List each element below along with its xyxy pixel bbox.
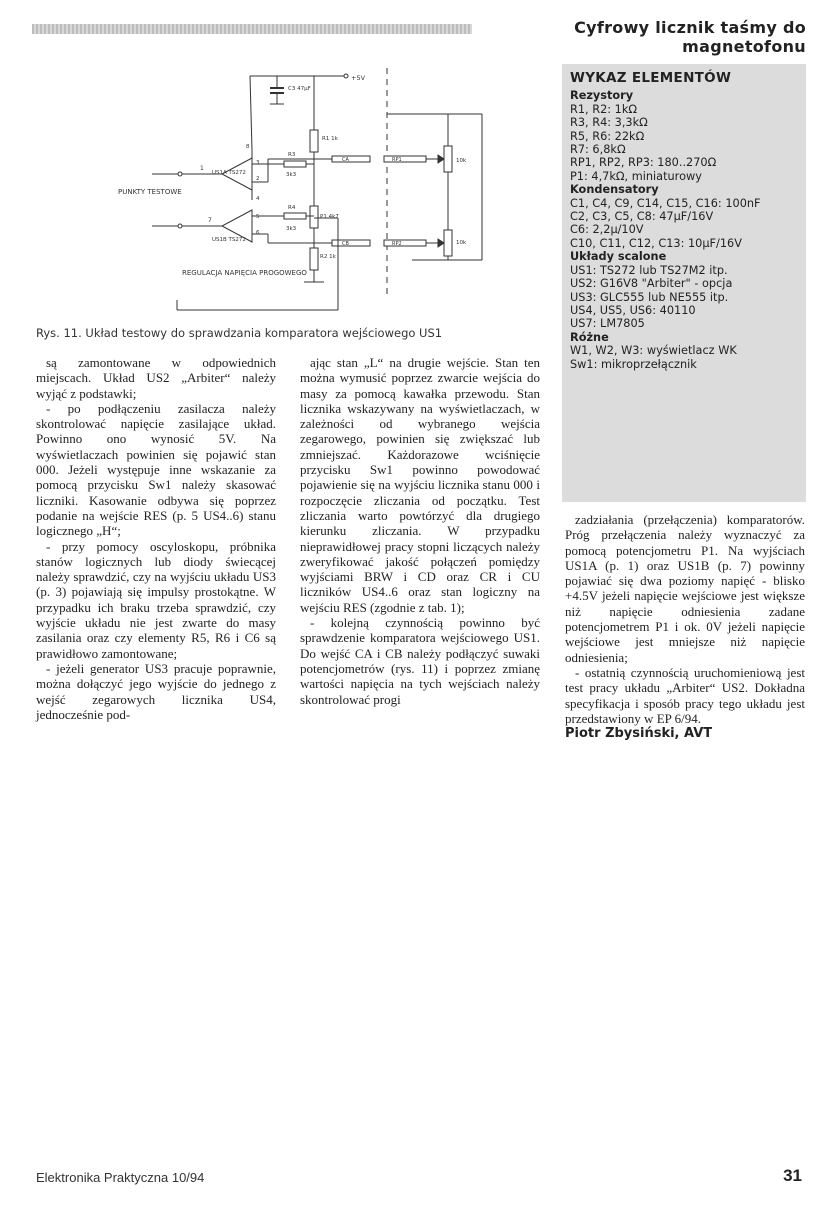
parts-list-box xyxy=(562,64,806,502)
svg-text:R4: R4 xyxy=(288,205,296,211)
svg-text:6: 6 xyxy=(256,230,260,236)
text-column-3 xyxy=(565,512,805,741)
svg-text:RP1: RP1 xyxy=(392,157,402,163)
part-item: C1, C4, C9, C14, C15, C16: 100nF xyxy=(570,196,761,210)
r2-label: R2 1k xyxy=(320,254,336,260)
page-number: 31 xyxy=(783,1166,802,1185)
part-item: Sw1: mikroprzełącznik xyxy=(570,357,697,371)
part-item: R7: 6,8kΩ xyxy=(570,143,626,157)
svg-text:1: 1 xyxy=(200,165,204,172)
section-heading: Różne xyxy=(570,330,609,344)
svg-text:10k: 10k xyxy=(456,158,467,164)
part-item: R1, R2: 1kΩ xyxy=(570,102,638,116)
svg-text:4: 4 xyxy=(256,196,260,202)
svg-text:10k: 10k xyxy=(456,240,467,246)
svg-text:3: 3 xyxy=(256,160,260,166)
paragraph: ając stan „L“ na drugie wejście. Stan ten można wymusić poprzez zwarcie wejścia do masy za pomocą kawałka przewodu. Stan licznika wskazywany na wyświetlaczach, w zależności od wybranego wejścia zegarowego, powinien się zwiększać lub zmniejszać. Każdorazowe wciśnięcie przycisku Sw1 powinno powodować pojawienie się na wyjściu licznika stanu 000 i rozpoczęcie zliczania od początku. Test zliczania warto powtórzyć dla drugiego kierunku zliczania. W przypadku nieprawidłowej pracy stopni liczących należy zweryfikować jakość połączeń pomiędzy wyjściami BRW i CD oraz CR i CU liczników US4..6 oraz stan logiczny na wejściu RES (zgodnie z tab. 1); xyxy=(300,355,540,615)
svg-text:CB: CB xyxy=(342,241,349,247)
svg-text:5: 5 xyxy=(256,214,260,220)
part-item: US1: TS272 lub TS27M2 itp. xyxy=(570,263,728,277)
part-item: US2: G16V8 "Arbiter" - opcja xyxy=(570,277,733,291)
parts-list-title: WYKAZ ELEMENTÓW xyxy=(570,70,732,86)
figure-caption: Rys. 11. Układ testowy do sprawdzania komparatora wejściowego US1 xyxy=(36,326,443,340)
part-item: RP1, RP2, RP3: 180..270Ω xyxy=(570,156,717,170)
vcc-label: +5V xyxy=(351,74,366,82)
svg-text:CA: CA xyxy=(342,157,349,163)
part-item: C6: 2,2µ/10V xyxy=(570,223,644,237)
part-item: C10, C11, C12, C13: 10µF/16V xyxy=(570,236,742,250)
us1b-label: US1B TS272 xyxy=(212,237,246,243)
svg-text:7: 7 xyxy=(208,217,212,224)
svg-text:8: 8 xyxy=(246,144,250,150)
svg-text:2: 2 xyxy=(256,176,260,182)
part-item: US7: LM7805 xyxy=(570,317,645,331)
circuit-diagram xyxy=(32,60,552,335)
r1-label: R1 1k xyxy=(322,136,338,142)
paragraph: - przy pomocy oscyloskopu, próbnika stanów logicznych lub diody świecącej należy sprawdzić, czy na wyjściu układu US3 (p. 3) pojawiają się impulsy prostokątne. W przypadku ich braku trzeba sprawdzić, czy wyjście układu nie jest zwarte do masy zasilania oraz czy elementy R5, R6 i C6 są prawidłowo zamontowane; xyxy=(36,538,276,661)
part-item: US3: GLC555 lub NE555 itp. xyxy=(570,290,729,304)
c3-label: C3 47µF xyxy=(288,86,311,92)
text-column-1 xyxy=(36,355,276,722)
page-header-title: Cyfrowy licznik taśmy do magnetofonu xyxy=(574,18,806,56)
author-signature: Piotr Zbysiński, AVT xyxy=(565,726,713,742)
part-item: R5, R6: 22kΩ xyxy=(570,129,645,143)
part-item: R3, R4: 3,3kΩ xyxy=(570,116,648,130)
svg-text:RP2: RP2 xyxy=(392,241,402,247)
part-item: US4, US5, US6: 40110 xyxy=(570,303,696,317)
us1a-label: US1A TS272 xyxy=(212,170,246,176)
svg-text:R3: R3 xyxy=(288,152,296,158)
threshold-label: REGULACJA NAPIĘCIA PROGOWEGO xyxy=(182,269,307,277)
p1-label: P1 4k7 xyxy=(320,214,339,220)
test-points-label: PUNKTY TESTOWE xyxy=(118,188,182,196)
paragraph: - kolejną czynnością powinno być sprawdzenie komparatora wejściowego US1. Do wejść CA i CB należy podłączyć suwaki potencjometrów (rys. 11) i poprzez zmianę wartości napięcia na tych wejściach należy skontrolować progi xyxy=(300,615,540,707)
journal-footer: Elektronika Praktyczna 10/94 xyxy=(36,1170,205,1185)
paragraph: są zamontowane w odpowiednich miejscach. Układ US2 „Arbiter“ należy wyjąć z podstawki; xyxy=(36,355,276,401)
text-column-2 xyxy=(300,355,540,707)
section-heading: Rezystory xyxy=(570,89,634,103)
section-heading: Układy scalone xyxy=(570,250,667,264)
section-heading: Kondensatory xyxy=(570,183,659,197)
svg-text:3k3: 3k3 xyxy=(286,226,297,232)
paragraph: - ostatnią czynnością uruchomieniową jest test pracy układu „Arbiter“ US2. Dokładna specyfikacja i sposób pracy tego układu jest przedstawiony w EP 6/94. xyxy=(565,664,805,726)
part-item: C2, C3, C5, C8: 47µF/16V xyxy=(570,210,714,224)
header-rule xyxy=(32,24,472,34)
paragraph: zadziałania (przełączenia) komparatorów. Próg przełączenia należy wyznaczyć za pomocą potencjometru P1. Na wyjściach US1A (p. 1) oraz US1B (p. 7) powinny pojawiać się dwa poziomy napięć - blisko +4.5V jeżeli napięcie wejściowe jest większe niż napięcie odniesienia zadane potencjometrem P1 i ok. 0V jeżeli napięcie wejściowe jest mniejsze niż napięcie odniesienia; xyxy=(565,512,805,665)
svg-text:3k3: 3k3 xyxy=(286,172,297,178)
part-item: P1: 4,7kΩ, miniaturowy xyxy=(570,169,702,183)
part-item: W1, W2, W3: wyświetlacz WK xyxy=(570,344,737,358)
paragraph: - po podłączeniu zasilacza należy skontrolować napięcie zasilające układ. Powinno ono wynosić 5V. Na wyświetlaczach powinien się pojawić stan 000. Jeżeli występuje inne wskazanie za pomocą przycisku Sw1 należy skasować liczniki. Kasowanie odbywa się poprzez podanie na wejście RES (p. 5 US4..6) stanu logicznego „H“; xyxy=(36,400,276,539)
paragraph: - jeżeli generator US3 pracuje poprawnie, można dołączyć jego wyjście do jednego z wejść zegarowych licznika US4, jednocześnie pod- xyxy=(36,660,276,722)
